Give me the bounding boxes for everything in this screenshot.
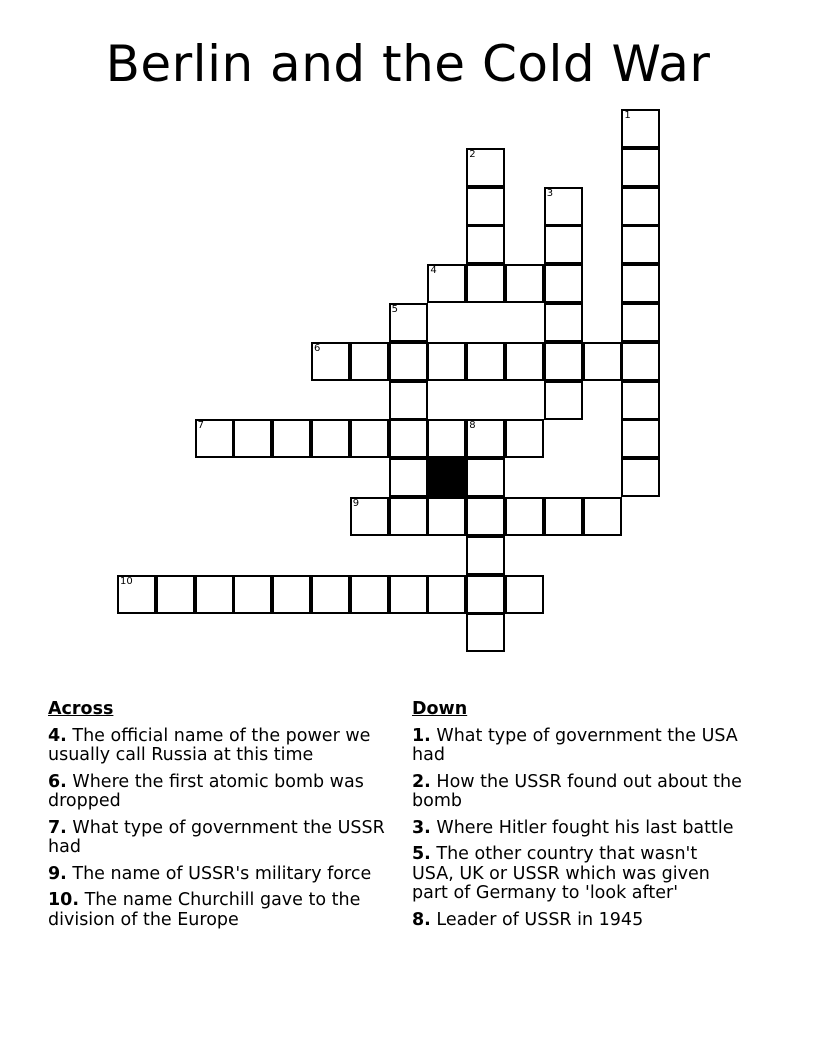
cell-number: 8 (469, 420, 476, 432)
grid-cell[interactable] (389, 458, 428, 497)
grid-cell[interactable] (544, 225, 583, 264)
cell-number: 5 (391, 304, 398, 315)
clue-number: 9. (48, 863, 67, 884)
grid-cell[interactable] (466, 536, 505, 575)
grid-cell[interactable] (427, 575, 466, 614)
grid-cell[interactable] (544, 264, 583, 303)
grid-cell[interactable] (621, 148, 660, 187)
grid-cell[interactable] (621, 109, 660, 148)
grid-cell[interactable] (427, 497, 466, 536)
grid-cell[interactable] (156, 575, 195, 614)
grid-cell[interactable] (389, 575, 428, 614)
grid-cell[interactable] (621, 381, 660, 420)
clue-number: 5. (412, 844, 431, 864)
grid-cell[interactable] (621, 419, 660, 458)
clue-text: The other country that wasn't USA, UK or USSR which was given part of Germany to 'look after' (412, 844, 710, 903)
grid-cell[interactable] (466, 187, 505, 226)
grid-cell[interactable] (233, 575, 272, 614)
grid-cell[interactable] (466, 225, 505, 264)
clue-text: The official name of the power we usually call Russia at this time (48, 725, 371, 765)
clue-text: Where Hitler fought his last battle (436, 817, 734, 838)
clue-down-1 (412, 727, 742, 766)
grid-cell[interactable] (621, 225, 660, 264)
grid-cell[interactable] (505, 419, 544, 458)
clue-across-4 (48, 727, 388, 766)
grid-cell[interactable] (233, 419, 272, 458)
grid-cell[interactable] (466, 148, 505, 187)
grid-cell[interactable] (389, 381, 428, 420)
grid-cell[interactable] (544, 381, 583, 420)
clue-across-10 (48, 891, 388, 930)
clue-down-5 (412, 845, 742, 904)
grid-cell[interactable] (350, 497, 389, 536)
grid-cell[interactable] (350, 342, 389, 381)
clue-down-2 (412, 773, 742, 812)
grid-cell[interactable] (544, 342, 583, 381)
clue-number: 4. (48, 725, 67, 746)
clue-across-6 (48, 773, 388, 812)
cell-number: 1 (624, 110, 631, 121)
grid-cell[interactable] (427, 419, 466, 458)
clue-text: What type of government the USSR had (48, 817, 385, 857)
clue-across-9 (48, 865, 388, 885)
grid-cell[interactable] (311, 419, 350, 458)
clue-number: 2. (412, 771, 431, 792)
grid-cell[interactable] (466, 419, 505, 458)
black-square (427, 458, 466, 497)
grid-cell[interactable] (195, 419, 234, 458)
grid-cell[interactable] (544, 497, 583, 536)
across-heading: Across (48, 699, 114, 719)
clue-number: 8. (412, 909, 431, 930)
cell-number: 9 (352, 498, 360, 509)
grid-cell[interactable] (466, 458, 505, 497)
cell-number: 3 (546, 187, 554, 199)
grid-cell[interactable] (621, 264, 660, 303)
grid-cell[interactable] (389, 497, 428, 536)
grid-cell[interactable] (466, 613, 505, 652)
grid-cell[interactable] (466, 342, 505, 381)
grid-cell[interactable] (195, 575, 234, 614)
grid-cell[interactable] (583, 497, 622, 536)
clue-number: 1. (412, 725, 431, 746)
grid-cell[interactable] (389, 419, 428, 458)
clue-text: The name of USSR's military force (72, 863, 372, 884)
cell-number: 6 (314, 342, 321, 354)
down-heading: Down (412, 699, 468, 719)
puzzle-title: Berlin and the Cold War (105, 35, 711, 93)
clue-number: 3. (412, 817, 431, 838)
clue-text: How the USSR found out about the bomb (412, 771, 742, 811)
down-clues (412, 700, 742, 937)
across-clues (48, 700, 388, 937)
grid-cell[interactable] (505, 575, 544, 614)
grid-cell[interactable] (427, 264, 466, 303)
clue-across-7 (48, 819, 388, 858)
grid-cell[interactable] (389, 303, 428, 342)
grid-cell[interactable] (621, 303, 660, 342)
grid-cell[interactable] (350, 419, 389, 458)
grid-cell[interactable] (621, 458, 660, 497)
grid-cell[interactable] (311, 575, 350, 614)
grid-cell[interactable] (466, 575, 505, 614)
grid-cell[interactable] (272, 575, 311, 614)
grid-cell[interactable] (621, 187, 660, 226)
grid-cell[interactable] (117, 575, 156, 614)
cell-number: 7 (197, 420, 204, 432)
clue-text: Leader of USSR in 1945 (436, 909, 644, 930)
cell-number: 10 (120, 575, 133, 587)
cell-number: 2 (469, 148, 476, 160)
grid-cell[interactable] (466, 264, 505, 303)
clue-number: 6. (48, 771, 67, 792)
grid-cell[interactable] (350, 575, 389, 614)
clue-text: What type of government the USA had (412, 725, 738, 765)
grid-cell[interactable] (505, 497, 544, 536)
clue-number: 10. (48, 890, 80, 910)
clue-number: 7. (48, 817, 67, 838)
grid-cell[interactable] (389, 342, 428, 381)
grid-cell[interactable] (583, 342, 622, 381)
clue-down-8 (412, 911, 742, 931)
grid-cell[interactable] (505, 264, 544, 303)
grid-cell[interactable] (544, 187, 583, 226)
grid-cell[interactable] (427, 342, 466, 381)
grid-cell[interactable] (505, 342, 544, 381)
clue-text: The name Churchill gave to the division of the Europe (48, 890, 361, 930)
cell-number: 4 (430, 265, 437, 277)
clue-down-3 (412, 819, 742, 839)
grid-cell[interactable] (621, 342, 660, 381)
grid-cell[interactable] (311, 342, 350, 381)
grid-cell[interactable] (544, 303, 583, 342)
grid-cell[interactable] (272, 419, 311, 458)
clue-text: Where the first atomic bomb was dropped (48, 771, 364, 811)
grid-cell[interactable] (466, 497, 505, 536)
